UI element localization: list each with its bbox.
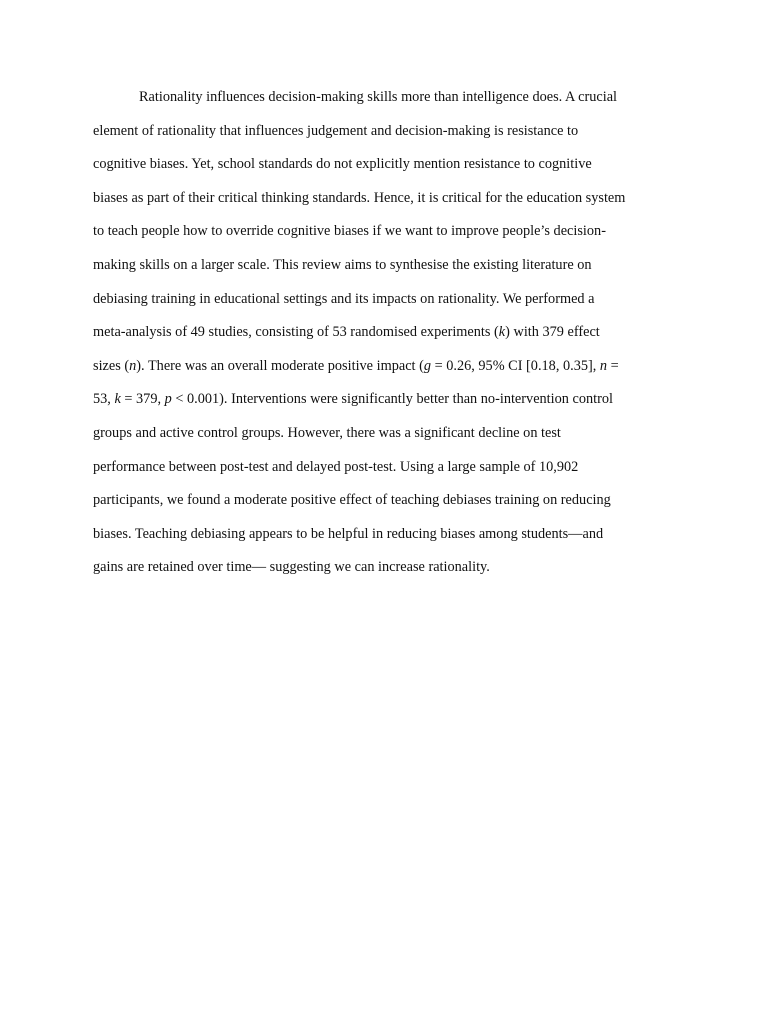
italic-symbol: k	[114, 391, 121, 408]
text-segment: sizes (	[93, 357, 130, 374]
text-line	[93, 386, 693, 420]
italic-symbol: p	[164, 391, 172, 408]
text-segment: element of rationality that influences judgement and decision-making is resistance to	[93, 122, 579, 139]
text-segment: making skills on a larger scale. This review aims to synthesise the existing literature on	[93, 256, 592, 273]
text-segment: gains are retained over time— suggesting we can increase rationality.	[93, 559, 490, 576]
text-line	[93, 252, 693, 286]
text-line	[93, 218, 693, 252]
italic-symbol: n	[599, 357, 608, 374]
text-segment: 53,	[93, 391, 115, 408]
text-line	[93, 420, 693, 454]
text-segment: = 0.26, 95% CI [0.18, 0.35],	[431, 357, 600, 374]
text-segment: ). There was an overall moderate positive impact (	[136, 357, 424, 374]
text-segment: < 0.001). Interventions were significantly better than no-intervention control	[171, 391, 613, 408]
text-line	[93, 353, 693, 387]
text-segment: biases. Teaching debiasing appears to be helpful in reducing biases among students—and	[93, 525, 604, 542]
italic-symbol: n	[129, 357, 137, 374]
italic-symbol: k	[498, 324, 506, 341]
text-line	[93, 118, 693, 152]
text-segment: ) with 379 effect	[505, 324, 600, 341]
text-segment: participants, we found a moderate positive effect of teaching debiases training on reducing	[93, 492, 611, 509]
text-segment: meta-analysis of 49 studies, consisting of 53 randomised experiments (	[93, 324, 499, 341]
text-line	[93, 84, 693, 118]
text-line	[93, 521, 693, 555]
text-segment: cognitive biases. Yet, school standards do not explicitly mention resistance to cognitive	[93, 156, 592, 173]
text-segment: = 379,	[120, 391, 165, 408]
italic-symbol: g	[423, 357, 432, 374]
text-segment: groups and active control groups. However, there was a significant decline on test	[93, 424, 561, 441]
text-segment: biases as part of their critical thinking standards. Hence, it is critical for the education system	[93, 189, 626, 206]
abstract-paragraph	[93, 84, 693, 588]
text-line	[93, 554, 693, 588]
text-segment: to teach people how to override cognitive biases if we want to improve people’s decision-	[93, 223, 606, 240]
text-line	[93, 454, 693, 488]
text-line	[93, 487, 693, 521]
text-segment: debiasing training in educational settings and its impacts on rationality. We performed a	[93, 290, 595, 307]
text-line	[93, 286, 693, 320]
text-segment: =	[607, 357, 619, 374]
text-line	[93, 319, 693, 353]
text-line	[93, 151, 693, 185]
text-segment: performance between post-test and delayed post-test. Using a large sample of 10,902	[93, 458, 579, 475]
text-line	[93, 185, 693, 219]
text-segment: Rationality influences decision-making skills more than intelligence does. A crucial	[139, 89, 618, 105]
